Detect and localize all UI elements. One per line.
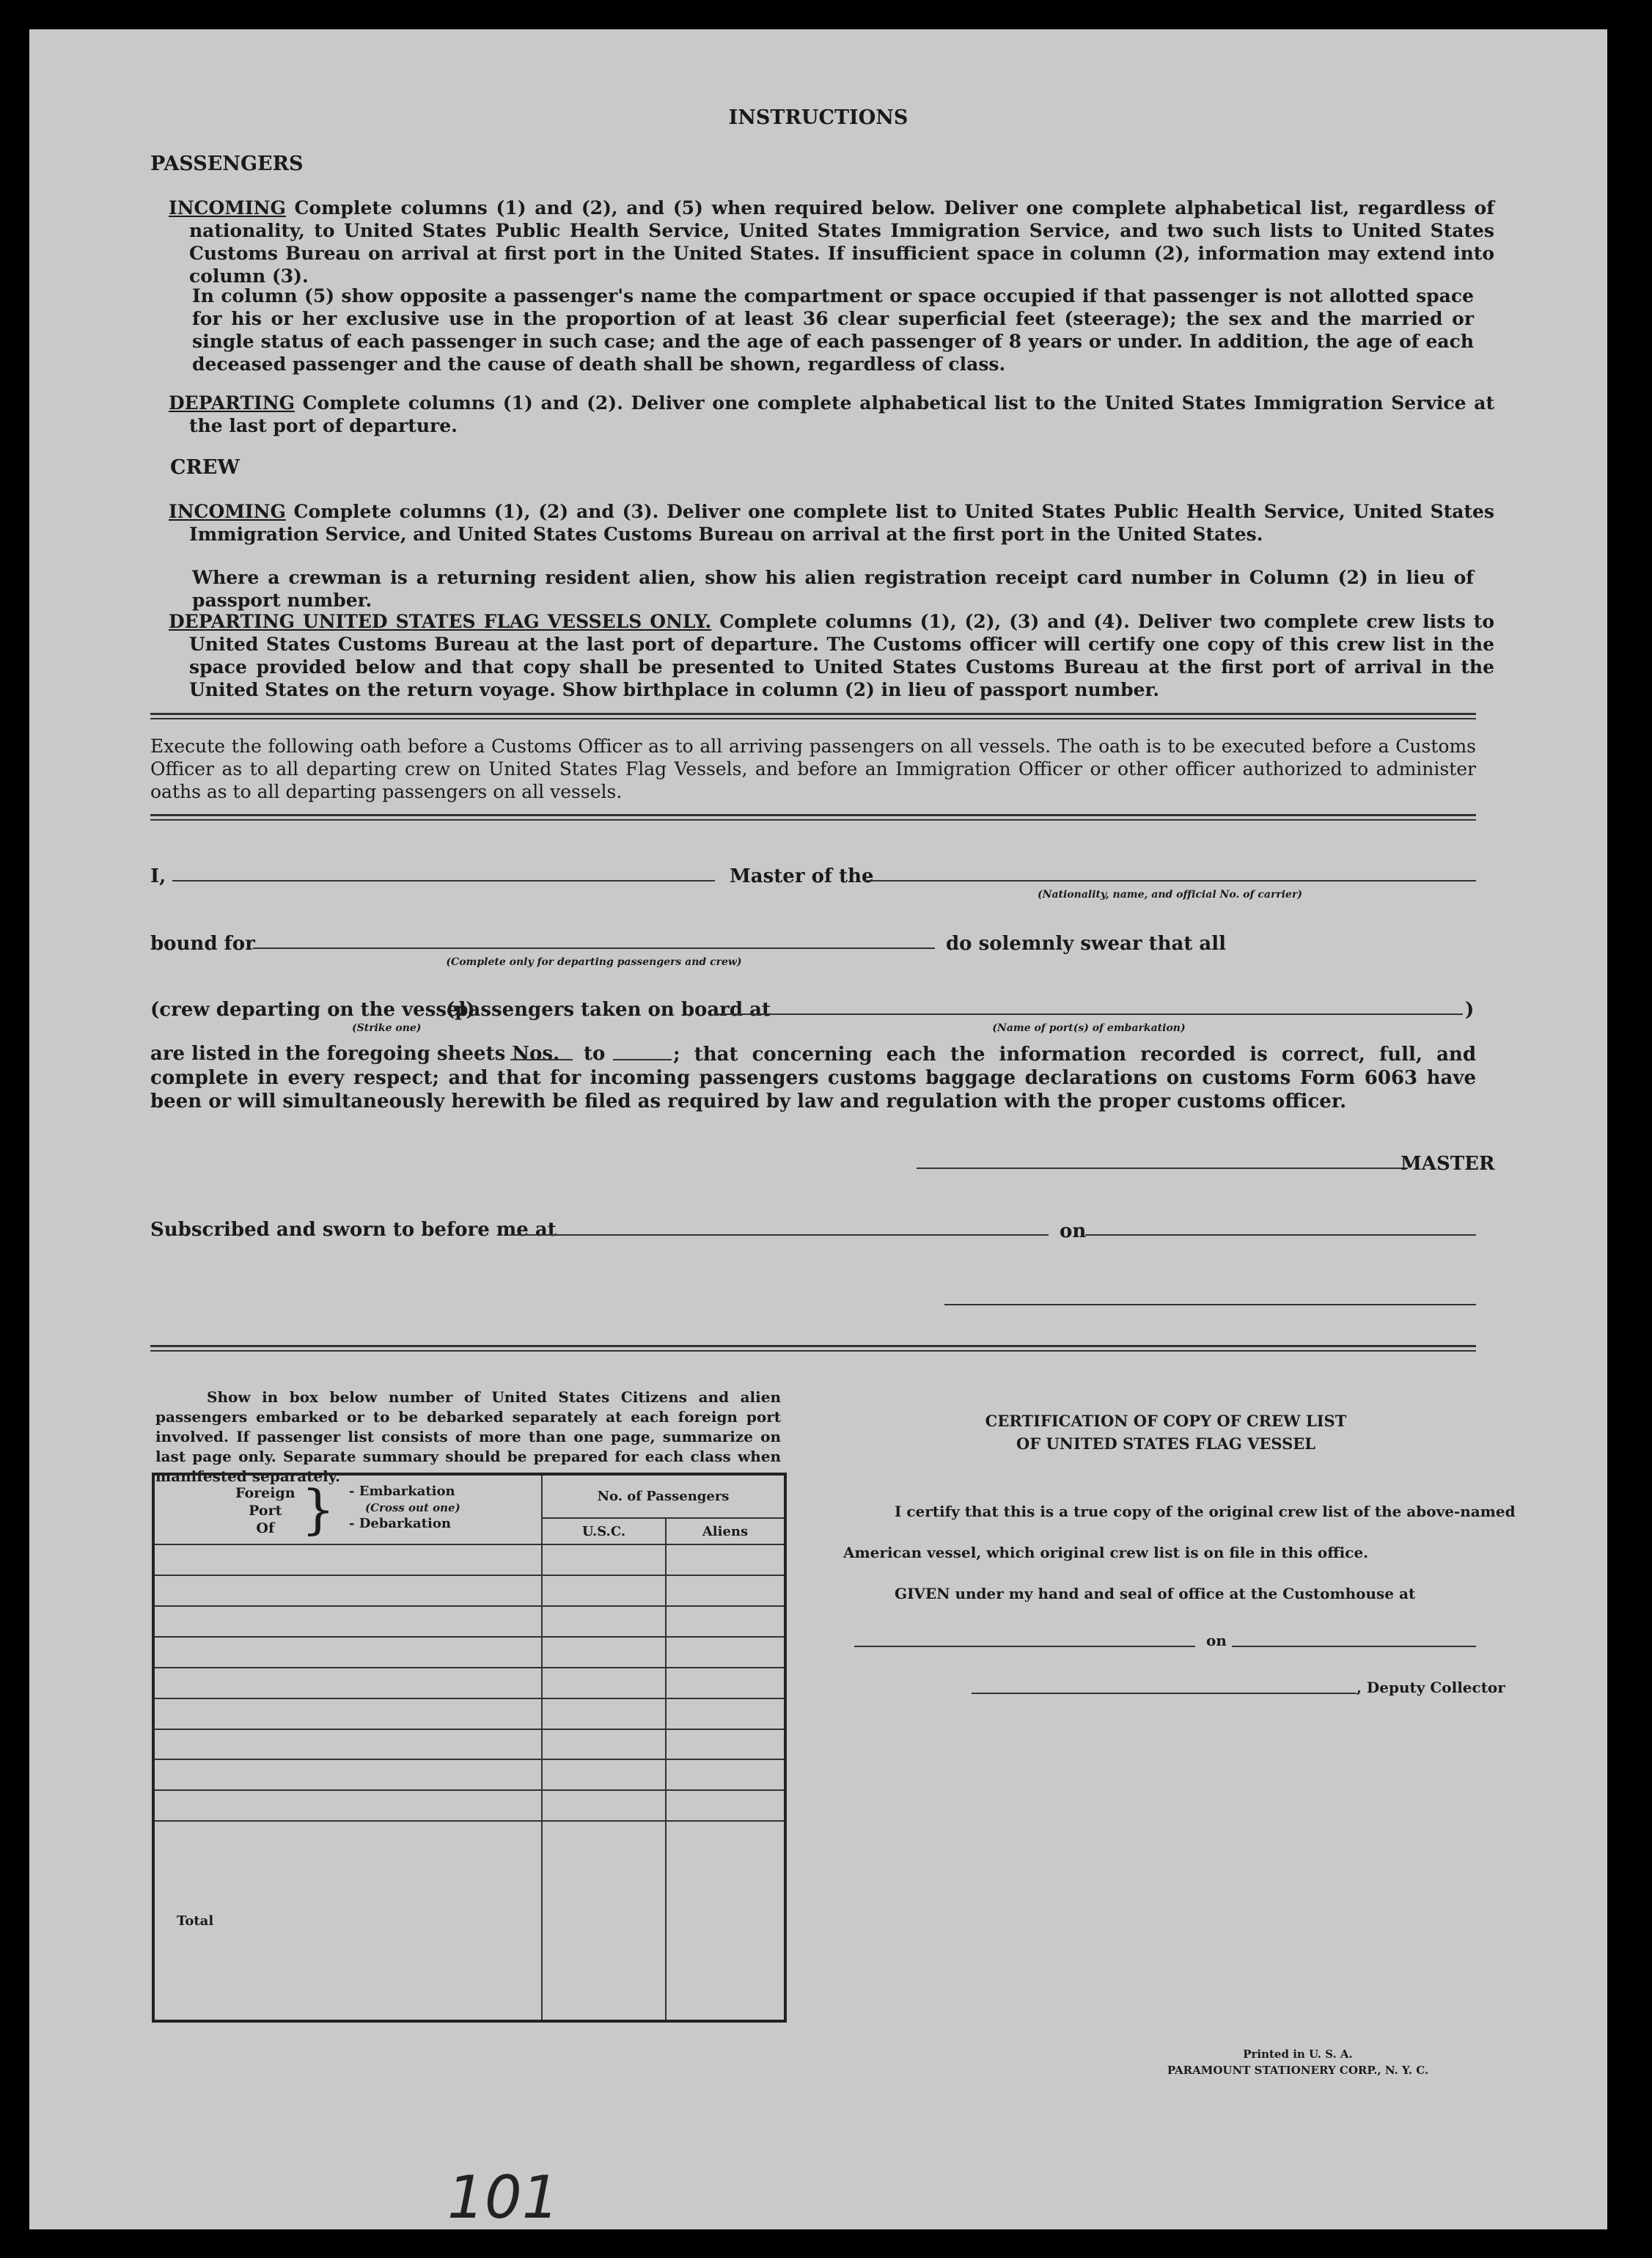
usc-cell[interactable] (542, 1637, 666, 1668)
usc-cell[interactable] (542, 1575, 666, 1606)
usc-cell[interactable] (542, 1668, 666, 1698)
passengers-incoming-instruction (169, 197, 1494, 287)
certification-on-label: on (1206, 1632, 1227, 1649)
resident-alien-instruction: Where a crewman is a returning resident alien, show his alien registration receipt card number in Column (2) in lieu of passport number. (192, 567, 1474, 611)
crew-incoming-instruction (169, 500, 1494, 546)
master-label: MASTER (1400, 1153, 1495, 1175)
port-header-cell (153, 1474, 542, 1544)
carrier-field[interactable] (864, 880, 1476, 881)
printer-line-1: Printed in U. S. A. (1243, 2048, 1353, 2061)
departing-text: Complete columns (1) and (2). Deliver one complete alphabetical list to the United States Immigration Service at the last port of departure. (189, 392, 1494, 436)
port-cell[interactable] (153, 1759, 542, 1790)
listed-label: are listed in the foregoing sheets Nos. (150, 1043, 560, 1065)
aliens-cell[interactable] (666, 1698, 785, 1729)
aliens-cell[interactable] (666, 1637, 785, 1668)
section-divider (150, 814, 1476, 821)
summary-row (153, 1637, 785, 1668)
passengers-taken-option: (passengers taken on board at (446, 999, 771, 1021)
swear-label: do solemnly swear that all (946, 933, 1227, 955)
master-signature-field[interactable] (917, 1168, 1408, 1169)
usc-cell[interactable] (542, 1698, 666, 1729)
port-cell[interactable] (153, 1637, 542, 1668)
usc-cell[interactable] (542, 1729, 666, 1760)
subscribed-label: Subscribed and sworn to before me at (150, 1219, 557, 1241)
certification-date-field[interactable] (1232, 1646, 1476, 1647)
departing-label: DEPARTING (169, 392, 295, 414)
usc-cell[interactable] (542, 1759, 666, 1790)
port-label-of: Of (256, 1520, 275, 1536)
certification-title-line-1: CERTIFICATION OF COPY OF CREW LIST (985, 1412, 1347, 1430)
customhouse-field[interactable] (854, 1646, 1195, 1647)
cross-out-note: (Cross out one) (365, 1501, 460, 1514)
port-cell[interactable] (153, 1668, 542, 1698)
passenger-summary-table (152, 1473, 787, 2023)
certification-line-3: GIVEN under my hand and seal of office at the Customhouse at (895, 1585, 1416, 1602)
summary-instructions: Show in box below number of United States Citizens and alien passengers embarked or to be debarked separately at each foreign port involved. If passenger list consists of more than one page, summarize on last page only. Separate summary should be prepared for each class when manifested separately. (155, 1388, 781, 1485)
deputy-signature-field[interactable] (972, 1693, 1357, 1694)
to-label: to (584, 1043, 606, 1065)
port-cell[interactable] (153, 1790, 542, 1821)
crew-departing-text: Complete columns (1), (2), (3) and (4). Deliver two complete crew lists to United States Customs Bureau at the last port of departure. The Customs officer will certify one copy of this crew list in the space provided below and that copy shall be presented to United States Customs Bureau at the first port of arrival in the United States on the return voyage. Show birthplace in column (2) in lieu of passport number. (189, 611, 1494, 700)
summary-row (153, 1606, 785, 1637)
total-aliens-cell[interactable] (666, 1821, 785, 2021)
crew-heading: CREW (170, 456, 240, 479)
aliens-header: Aliens (666, 1518, 785, 1544)
master-of-label: Master of the (730, 865, 874, 887)
passengers-heading: PASSENGERS (150, 153, 304, 175)
strike-one-caption: (Strike one) (352, 1022, 422, 1034)
aliens-cell[interactable] (666, 1606, 785, 1637)
aliens-cell[interactable] (666, 1575, 785, 1606)
usc-header: U.S.C. (542, 1518, 666, 1544)
embarkation-port-caption: (Name of port(s) of embarkation) (992, 1022, 1186, 1034)
summary-row (153, 1698, 785, 1729)
sworn-date-field[interactable] (1085, 1234, 1476, 1236)
aliens-cell[interactable] (666, 1668, 785, 1698)
close-paren: ) (1465, 999, 1475, 1021)
usc-cell[interactable] (542, 1790, 666, 1821)
summary-row (153, 1668, 785, 1698)
summary-row (153, 1790, 785, 1821)
port-label-port: Port (249, 1503, 282, 1519)
deputy-collector-label: , Deputy Collector (1357, 1679, 1505, 1696)
total-label: Total (153, 1821, 542, 2021)
crew-departing-option: (crew departing on the vessel) (150, 999, 475, 1021)
port-label-foreign: Foreign (235, 1485, 295, 1501)
certification-line-2: American vessel, which original crew list is on file in this office. (843, 1544, 1369, 1561)
aliens-cell[interactable] (666, 1729, 785, 1760)
debarkation-option[interactable]: - Debarkation (349, 1516, 451, 1531)
summary-row (153, 1544, 785, 1575)
crew-departing-label: DEPARTING UNITED STATES FLAG VESSELS ONLY. (169, 611, 712, 632)
bound-for-caption: (Complete only for departing passengers and crew) (446, 956, 742, 968)
i-label: I, (150, 865, 166, 887)
handwritten-page-number: 101 (447, 2163, 559, 2232)
column5-instruction: In column (5) show opposite a passenger's name the compartment or space occupied if that passenger is not allotted space for his or her exclusive use in the proportion of at least 36 clear superficial feet (steerage); the sex and the married or single status of each passenger in such case; and the age of each passenger of 8 years or under. In addition, the age of each deceased passenger and the cause of death shall be shown, regardless of class. (192, 285, 1474, 375)
usc-cell[interactable] (542, 1606, 666, 1637)
incoming-label: INCOMING (169, 197, 286, 219)
port-cell[interactable] (153, 1575, 542, 1606)
passengers-departing-instruction (169, 392, 1494, 437)
no-passengers-header: No. of Passengers (542, 1474, 785, 1518)
usc-cell[interactable] (542, 1544, 666, 1575)
summary-row (153, 1729, 785, 1760)
oath-statement: ; that concerning each the information recorded is correct, full, and complete in every respect; and that for incoming passengers customs baggage declarations on customs Form 6063 have been or will simultaneously herewith be filed as required by law and regulation with the proper customs officer. (150, 1044, 1476, 1112)
sworn-on-label: on (1060, 1220, 1087, 1242)
form-page (29, 29, 1607, 2232)
port-cell[interactable] (153, 1606, 542, 1637)
port-cell[interactable] (153, 1729, 542, 1760)
port-cell[interactable] (153, 1544, 542, 1575)
aliens-cell[interactable] (666, 1790, 785, 1821)
sworn-location-field[interactable] (510, 1234, 1049, 1236)
section-divider (150, 1345, 1476, 1352)
total-usc-cell[interactable] (542, 1821, 666, 2021)
port-cell[interactable] (153, 1698, 542, 1729)
certification-title-line-2: OF UNITED STATES FLAG VESSEL (1016, 1434, 1316, 1453)
oath-intro: Execute the following oath before a Customs Officer as to all arriving passengers on all vessels. The oath is to be executed before a Customs Officer as to all departing crew on United States Flag Vessels, and before an Immigration Officer or other officer authorized to administer oaths as to all departing passengers on all vessels. (150, 736, 1476, 802)
embarkation-port-field[interactable] (715, 1013, 1463, 1015)
embark-options (349, 1483, 460, 1533)
page-title: INSTRUCTIONS (728, 106, 908, 129)
embarkation-option[interactable]: - Embarkation (349, 1484, 455, 1499)
crew-incoming-label: INCOMING (169, 501, 286, 522)
port-label (235, 1484, 295, 1537)
bound-for-field[interactable] (253, 947, 935, 949)
certification-line-1: I certify that this is a true copy of the original crew list of the above-named (895, 1503, 1516, 1520)
crew-departing-instruction (169, 610, 1494, 701)
incoming-text: Complete columns (1) and (2), and (5) when required below. Deliver one complete alphabetical list, regardless of nationality, to United States Public Health Service, United States Immigration Service, and two such lists to United States Customs Bureau on arrival at first port in the United States. If insufficient space in column (2), information may extend into column (3). (189, 197, 1494, 287)
printer-line-2: PARAMOUNT STATIONERY CORP., N. Y. C. (1167, 2064, 1429, 2077)
crew-incoming-text: Complete columns (1), (2) and (3). Deliver one complete list to United States Public Health Service, United States Immigration Service, and United States Customs Bureau on arrival at the first port in the United States. (189, 501, 1494, 545)
brace-glyph: } (301, 1478, 335, 1540)
summary-row (153, 1575, 785, 1606)
summary-row (153, 1759, 785, 1790)
aliens-cell[interactable] (666, 1759, 785, 1790)
printer-imprint (1144, 2046, 1452, 2078)
carrier-caption: (Nationality, name, and official No. of carrier) (1038, 889, 1302, 901)
bound-for-label: bound for (150, 933, 255, 955)
total-row (153, 1821, 785, 2021)
section-divider (150, 713, 1476, 719)
master-name-field[interactable] (172, 880, 715, 881)
officer-signature-field[interactable] (944, 1304, 1476, 1305)
aliens-cell[interactable] (666, 1544, 785, 1575)
certification-title (836, 1410, 1496, 1455)
